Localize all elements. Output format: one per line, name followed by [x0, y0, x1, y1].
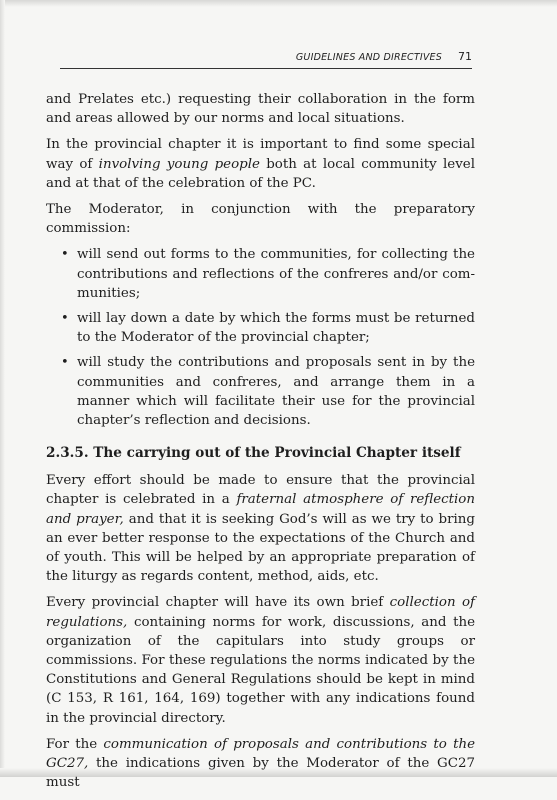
running-header	[60, 42, 472, 69]
list-item-text: will study the contributions and proposals sent in by the communities and confreres, and arrange them in a manner which will facilitate their use for the provincial chapter’s reflection and decisions.	[77, 355, 475, 429]
list-item	[61, 309, 475, 347]
paragraph-communication	[46, 735, 475, 793]
emphasis-text: involving young people	[98, 156, 260, 172]
paragraph-text: In the provincial chapter it is important to find some special way of	[46, 137, 475, 172]
paragraph-text: For the	[46, 736, 104, 752]
bullet-list	[46, 245, 475, 430]
emphasis-text: collection of regulations,	[46, 595, 475, 630]
paragraph-text: containing norms for work, discussions, and the organization of the capitulars into study groups or commissions. For these regulations the norms indicated by the Constitutions and General Regulations should be kept in mind (C 153, R 161, 164, 169) together with any indications found in the provincial directory.	[46, 614, 475, 726]
paragraph-text: both at local community level and at that of the celebration of the PC.	[46, 156, 475, 191]
page-shadow-top	[0, 0, 557, 7]
section-heading: 2.3.5. The carrying out of the Provincial Chapter itself	[46, 445, 461, 462]
page-number: 71	[458, 50, 472, 63]
list-item	[61, 245, 475, 303]
paragraph-continuation: and Prelates etc.) requesting their collaboration in the form and areas allowed by our norms and local situations.	[46, 92, 475, 127]
emphasis-text: communication of proposals and contributions to the GC27,	[46, 736, 475, 772]
list-item-text: will lay down a date by which the forms must be returned to the Moderator of the provincial chapter;	[77, 311, 475, 346]
list-item	[61, 353, 475, 430]
paragraph-atmosphere	[46, 471, 475, 586]
page-shadow-left	[0, 0, 5, 777]
paragraph-moderator: The Moderator, in conjunction with the preparatory commission:	[46, 202, 475, 237]
paragraph-text: and that it is seeking God’s will as we try to bring an ever better response to the expectations of the Church and of youth. This will be helped by an appropriate preparation of the liturgy as regards content, method, aids, etc.	[46, 511, 475, 585]
paragraph-regulations	[46, 593, 475, 727]
paragraph-text: Every provincial chapter will have its own brief	[46, 595, 390, 611]
bullet-icon: •	[61, 247, 69, 263]
emphasis-text: fraternal atmosphere of reflection and prayer,	[46, 492, 475, 527]
paragraph-young-people	[46, 135, 475, 193]
bullet-icon: •	[61, 311, 69, 327]
running-title: GUIDELINES AND DIRECTIVES	[295, 52, 442, 63]
paragraph-text: Every effort should be made to ensure that the provincial chapter is celebrated in a	[46, 473, 475, 508]
bullet-icon: •	[61, 355, 69, 371]
paragraph-text: the indications given by the Moderator of the GC27 must	[46, 756, 475, 791]
list-item-text: will send out forms to the communities, for collecting the contributions and reflections of the confreres and/or communities;	[77, 247, 475, 301]
page-body	[46, 90, 475, 800]
